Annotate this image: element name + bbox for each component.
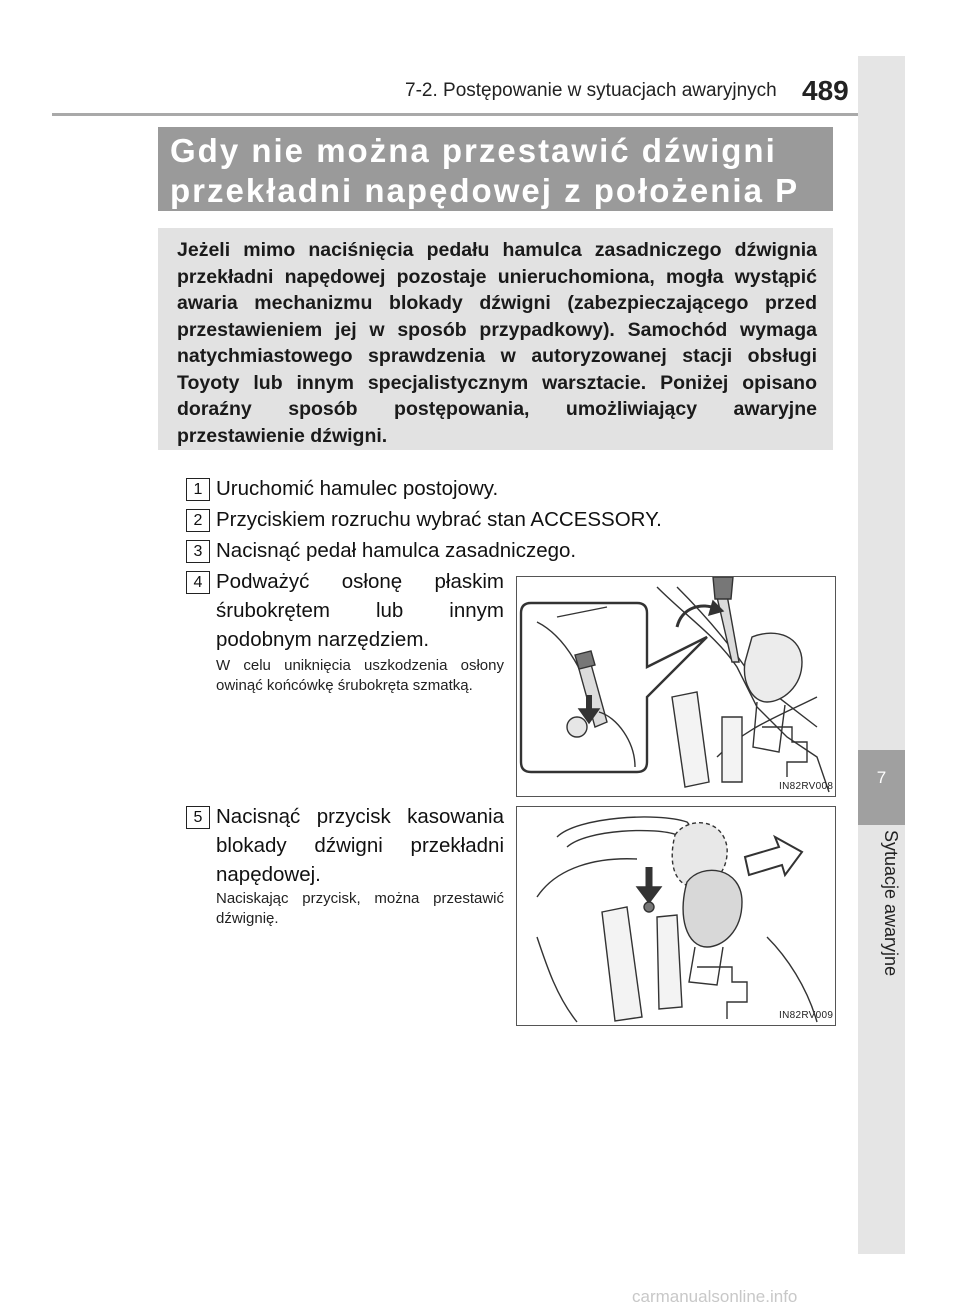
step-text: Nacisnąć przycisk kasowania blokady dźwigni przekładni napędowej. — [216, 805, 504, 886]
step-note: W celu uniknięcia uszkodzenia osłony owinąć końcówkę śrubokręta szmatką. — [216, 657, 504, 694]
page-title: Gdy nie można przestawić dźwigni przekładni napędowej z położenia P — [170, 132, 800, 209]
figure-code: IN82RV008 — [779, 781, 834, 792]
intro-text: Jeżeli mimo naciśnięcia pedału hamulca zasadniczego dźwignia przekładni napędowej pozostaje unieruchomiona, mogła wystąpić awaria mechanizmu blokady dźwigni (zabezpieczającego przed przestawieniem jej w sposób przypadkowy). Samochód wymaga natychmiastowego sprawdzenia w autoryzowanej stacji obsługi Toyoty lub innym specjalistycznym warsztacie. Poniżej opisano doraźny sposób postępowania, umożliwiający awaryjne przestawienie dźwigni. — [177, 239, 817, 447]
step-number: 2 — [186, 509, 210, 532]
step-text: Uruchomić hamulec postojowy. — [216, 477, 499, 500]
release-button-drawing — [517, 807, 835, 1025]
illustration-release-button — [516, 806, 836, 1026]
illustration-pry-cover — [516, 576, 836, 797]
step-number: 1 — [186, 478, 210, 501]
step-text: Nacisnąć pedał hamulca zasadniczego. — [216, 539, 577, 562]
page-number: 489 — [802, 75, 849, 106]
watermark: carmanualsonline.info — [632, 1287, 798, 1306]
figure-code: IN82RV009 — [779, 1010, 834, 1021]
step-number: 3 — [186, 540, 210, 563]
step-text: Przyciskiem rozruchu wybrać stan ACCESSORY. — [216, 508, 662, 531]
chapter-tab-strip — [858, 56, 905, 1254]
step-number: 5 — [186, 806, 210, 829]
chapter-label: Sytuacje awaryjne — [881, 830, 901, 977]
step-number: 4 — [186, 571, 210, 594]
step-text: Podważyć osłonę płaskim śrubokrętem lub innym podobnym narzędziem. — [216, 570, 504, 651]
pry-cover-drawing — [517, 577, 835, 796]
step-note: Naciskając przycisk, można przestawić dźwignię. — [216, 890, 504, 927]
section-heading: 7-2. Postępowanie w sytuacjach awaryjnych — [405, 80, 777, 101]
header-divider — [52, 113, 905, 116]
chapter-number: 7 — [876, 768, 887, 787]
